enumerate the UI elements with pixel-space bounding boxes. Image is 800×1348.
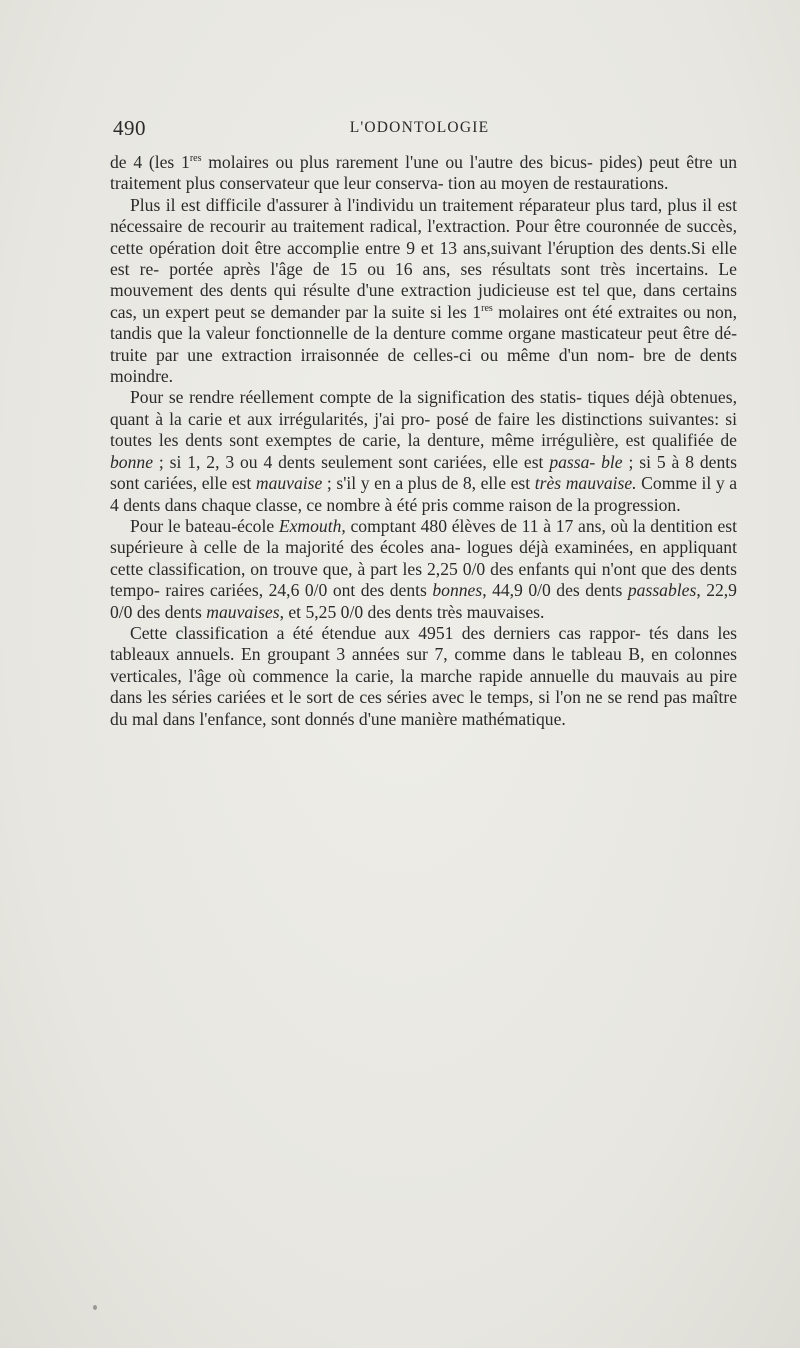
italic-text: mauvaise bbox=[255, 473, 323, 494]
text-run: , 44,9 0/0 des dents bbox=[482, 580, 628, 601]
superscript: res bbox=[189, 153, 202, 164]
paragraph bbox=[110, 387, 737, 515]
page-header bbox=[113, 116, 686, 142]
italic-text: Exmouth bbox=[278, 515, 342, 536]
text-run: , comptant 480 élèves de 11 à 17 ans, où la dentition est supérieure à celle de la majorité des écoles ana- logues déjà examinées, en appliquant cette classification, on trouve que, à part les 2,25 0/0 des enfants qui n'ont que des dents tempo- raires cariées, 24,6 0/0 ont des dents bbox=[110, 515, 737, 601]
paragraph bbox=[110, 152, 737, 195]
italic-text: bonnes bbox=[432, 580, 483, 601]
page-number: 490 bbox=[113, 116, 146, 140]
italic-text: mauvaises bbox=[206, 601, 280, 622]
paragraph bbox=[110, 516, 737, 623]
italic-text: très mauvaise. bbox=[534, 473, 637, 494]
paragraph bbox=[110, 623, 737, 730]
text-run: Cette classification a été étendue aux 4951 des derniers cas rappor- tés dans les tableaux annuels. En groupant 3 années sur 7, comme dans le tableau B, en colonnes verticales, l'âge où commence la carie, la marche rapide annuelle du mauvais au pire dans les séries cariées et le sort de ces séries avec le temps, si l'on ne se rend pas maître du mal dans l'enfance, sont donnés d'une manière mathématique. bbox=[110, 622, 737, 729]
superscript: res bbox=[481, 302, 493, 314]
text-run: Pour le bateau-école bbox=[130, 515, 279, 536]
text-run: Plus il est difficile d'assurer à l'individu un traitement réparateur plus tard, plus il est nécessaire de recourir au traitement radical, l'extraction. Pour être couronnée de succès, cette opération doit être accomplie entre 9 et 13 ans,suivant l'éruption des dents.Si elle est re- portée après l'âge de 15 ou 16 ans, ses résultats sont très incertains. Le mouvement des dents qui résulte d'une extraction judicieuse est tel que, dans certains cas, un expert peut se demander par la suite si les 1 bbox=[110, 194, 737, 322]
text-run: Pour se rendre réellement compte de la signification des statis- tiques déjà obtenues, quant à la carie et aux irrégularités, j'ai pro- posé de faire les distinctions suivantes: si toutes les dents sont exemptes de carie, la denture, même irrégulière, est qualifiée de bbox=[110, 387, 737, 451]
running-title: L'ODONTOLOGIE bbox=[349, 119, 490, 136]
text-run: Comme il y a 4 dents dans chaque classe, ce nombre à été pris comme raison de la progression. bbox=[110, 473, 738, 515]
italic-text: passa- ble bbox=[549, 451, 623, 472]
italic-text: passables bbox=[627, 580, 697, 601]
paragraph bbox=[110, 195, 737, 388]
italic-text: bonne bbox=[110, 451, 153, 472]
text-run: , et 5,25 0/0 des dents très mauvaises. bbox=[279, 601, 545, 622]
text-run: de 4 (les 1 bbox=[110, 152, 190, 172]
paper-speck bbox=[93, 1305, 97, 1310]
text-run: ; si 1, 2, 3 ou 4 dents seulement sont cariées, elle est bbox=[153, 451, 550, 472]
text-run: , 22,9 0/0 des dents bbox=[110, 580, 737, 622]
text-run: ; s'il y en a plus de 8, elle est bbox=[322, 473, 535, 494]
text-run: molaires ont été extraites ou non, tandis que la valeur fonctionnelle de la denture comme organe masticateur peut être dé- truite par une extraction irraisonnée de celles-ci ou même d'un nom- bre de dents moindre. bbox=[110, 301, 738, 387]
text-run: ; si 5 à 8 dents sont cariées, elle est bbox=[110, 451, 737, 494]
text-run: molaires ou plus rarement l'une ou l'autre des bicus- pides) peut être un traitement plus conservateur que leur conserva- tion au moyen de restaurations. bbox=[110, 152, 737, 194]
body-text bbox=[110, 152, 737, 730]
